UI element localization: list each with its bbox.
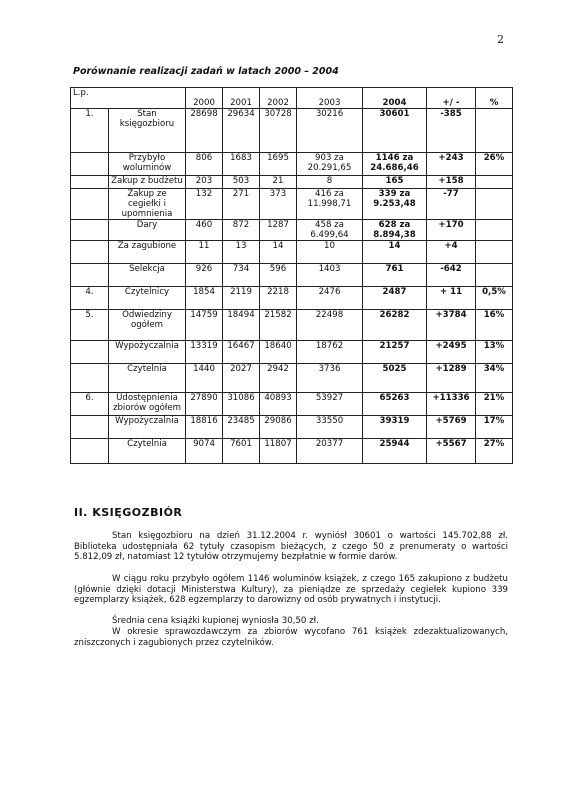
table-header-row — [71, 88, 513, 109]
table-cell: 13% — [476, 341, 513, 364]
table-cell: 2027 — [223, 364, 260, 393]
section-title: II. KSIĘGOZBIÓR — [74, 506, 183, 519]
table-cell: Odwiedziny ogółem — [109, 310, 186, 341]
table-cell: 1287 — [260, 220, 297, 241]
table-cell: 34% — [476, 364, 513, 393]
table-cell: 203 — [186, 176, 223, 189]
table-cell: Selekcja — [109, 264, 186, 287]
table-cell — [71, 241, 109, 264]
table-cell: +1289 — [427, 364, 476, 393]
paragraph-1: Stan księgozbioru na dzień 31.12.2004 r. wyniósł 30601 o wartości 145.702,88 zł. Biblioteka udostępniała 62 tytuły czasopism bieżących, z czego 50 z prenumeraty o wartości 5.812,09 zł, natomiast 12 tytułów otrzymujemy bezpłatnie w formie darów. — [74, 531, 508, 563]
table-cell: Za zagubione — [109, 241, 186, 264]
table-cell: 2218 — [260, 287, 297, 310]
table-cell: 18494 — [223, 310, 260, 341]
table-cell: 416 za 11.998,71 — [297, 189, 363, 220]
table-cell: 26282 — [363, 310, 427, 341]
table-cell: 29634 — [223, 109, 260, 153]
table-cell: 6. — [71, 393, 109, 416]
table-cell: +3784 — [427, 310, 476, 341]
table-cell: 8 — [297, 176, 363, 189]
table-cell — [71, 176, 109, 189]
table-cell: -642 — [427, 264, 476, 287]
table-cell: 29086 — [260, 416, 297, 439]
table-cell: 903 za 20.291,65 — [297, 153, 363, 176]
table-row — [71, 109, 513, 153]
table-cell: 1440 — [186, 364, 223, 393]
table-cell: 18816 — [186, 416, 223, 439]
table-row — [71, 416, 513, 439]
table-cell: 1. — [71, 109, 109, 153]
table-cell: 373 — [260, 189, 297, 220]
table-row — [71, 364, 513, 393]
table-cell: 271 — [223, 189, 260, 220]
table-cell: Wypożyczalnia — [109, 416, 186, 439]
table-cell: 1695 — [260, 153, 297, 176]
table-row — [71, 241, 513, 264]
table-cell: 339 za 9.253,48 — [363, 189, 427, 220]
table-cell — [71, 416, 109, 439]
table-cell — [71, 364, 109, 393]
table-cell: Czytelnia — [109, 439, 186, 464]
table-cell: 5025 — [363, 364, 427, 393]
table-cell: 21 — [260, 176, 297, 189]
table-cell: 460 — [186, 220, 223, 241]
table-cell: 30601 — [363, 109, 427, 153]
table-row — [71, 189, 513, 220]
table-row — [71, 439, 513, 464]
table-cell: 14759 — [186, 310, 223, 341]
table-title: Porównanie realizacji zadań w latach 2000 – 2004 — [73, 66, 339, 77]
table-cell — [476, 189, 513, 220]
table-cell: 3736 — [297, 364, 363, 393]
table-cell: 734 — [223, 264, 260, 287]
table-cell: 4. — [71, 287, 109, 310]
table-cell: +158 — [427, 176, 476, 189]
table-cell: 22498 — [297, 310, 363, 341]
table-cell — [71, 153, 109, 176]
table-cell: +5769 — [427, 416, 476, 439]
table-cell — [476, 241, 513, 264]
table-header-cell: 2002 — [260, 88, 297, 109]
table-cell: 65263 — [363, 393, 427, 416]
table-row — [71, 220, 513, 241]
table-header-cell: 2001 — [223, 88, 260, 109]
table-cell — [71, 220, 109, 241]
comparison-table — [70, 87, 513, 464]
table-cell: 1683 — [223, 153, 260, 176]
table-cell: 872 — [223, 220, 260, 241]
table-cell: 926 — [186, 264, 223, 287]
table-header-cell: 2000 — [186, 88, 223, 109]
table-cell: Wypożyczalnia — [109, 341, 186, 364]
table-cell — [71, 189, 109, 220]
table-cell: +2495 — [427, 341, 476, 364]
table-cell: 21582 — [260, 310, 297, 341]
table-cell: 27% — [476, 439, 513, 464]
table-cell: 28698 — [186, 109, 223, 153]
table-cell: +243 — [427, 153, 476, 176]
table-cell: 458 za 6.499,64 — [297, 220, 363, 241]
table-cell: +11336 — [427, 393, 476, 416]
table-cell: Stan księgozbioru — [109, 109, 186, 153]
table-cell: 26% — [476, 153, 513, 176]
table-cell: 10 — [297, 241, 363, 264]
table-cell: Czytelnia — [109, 364, 186, 393]
table-cell: Przybyło woluminów — [109, 153, 186, 176]
table-cell: 596 — [260, 264, 297, 287]
table-cell: + 11 — [427, 287, 476, 310]
table-row — [71, 287, 513, 310]
table-cell: 30216 — [297, 109, 363, 153]
paragraph-3: Średnia cena książki kupionej wyniosła 30,50 zł. — [112, 616, 319, 626]
table-cell: 5. — [71, 310, 109, 341]
table-cell: 13319 — [186, 341, 223, 364]
table-cell — [71, 439, 109, 464]
paragraph-4: W okresie sprawozdawczym za zbiorów wycofano 761 książek zdezaktualizowanych, zniszczonych i zagubionych przez czytelników. — [74, 627, 508, 648]
table-cell: 25944 — [363, 439, 427, 464]
table-cell: 31086 — [223, 393, 260, 416]
table-cell: 40893 — [260, 393, 297, 416]
table-cell — [476, 220, 513, 241]
table-cell: 628 za 8.894,38 — [363, 220, 427, 241]
table-cell — [476, 109, 513, 153]
table-cell: 1854 — [186, 287, 223, 310]
table-cell: 165 — [363, 176, 427, 189]
table-cell: 39319 — [363, 416, 427, 439]
table-cell: 2119 — [223, 287, 260, 310]
paragraph-2: W ciągu roku przybyło ogółem 1146 woluminów książek, z czego 165 zakupiono z budżetu (głównie dzięki dotacji Ministerstwa Kultury), za pieniądze ze sprzedaży cegiełek kupiono 339 egzemplarzy książek, 628 egzemplarzy to darowizny od osób prywatnych i instytucji. — [74, 574, 508, 606]
table-cell: 21257 — [363, 341, 427, 364]
table-cell: 53927 — [297, 393, 363, 416]
table-cell: 16467 — [223, 341, 260, 364]
table-cell: +4 — [427, 241, 476, 264]
table-cell: 0,5% — [476, 287, 513, 310]
table-cell: +170 — [427, 220, 476, 241]
table-cell: 14 — [260, 241, 297, 264]
table-cell — [71, 264, 109, 287]
table-cell: 16% — [476, 310, 513, 341]
table-cell: 33550 — [297, 416, 363, 439]
table-row — [71, 341, 513, 364]
table-cell: 17% — [476, 416, 513, 439]
table-cell: 27890 — [186, 393, 223, 416]
table-cell: 1146 za 24.686,46 — [363, 153, 427, 176]
table-cell: 21% — [476, 393, 513, 416]
table-row — [71, 264, 513, 287]
table-row — [71, 153, 513, 176]
table-header-cell: % — [476, 88, 513, 109]
table-header-cell: L.p. — [71, 88, 186, 109]
table-header-cell: 2004 — [363, 88, 427, 109]
table-cell: Udostępnienia zbiorów ogółem — [109, 393, 186, 416]
table-cell — [71, 341, 109, 364]
table-header-cell: +/ - — [427, 88, 476, 109]
table-cell: 20377 — [297, 439, 363, 464]
table-cell: 2476 — [297, 287, 363, 310]
table-cell: Dary — [109, 220, 186, 241]
table-cell: 503 — [223, 176, 260, 189]
table-cell: 1403 — [297, 264, 363, 287]
table-cell: 11807 — [260, 439, 297, 464]
table-cell: 2942 — [260, 364, 297, 393]
table-row — [71, 310, 513, 341]
table-cell: 761 — [363, 264, 427, 287]
table-body — [71, 88, 513, 464]
table-cell: 30728 — [260, 109, 297, 153]
table-cell — [476, 264, 513, 287]
table-cell — [476, 176, 513, 189]
table-cell: 2487 — [363, 287, 427, 310]
table-cell: 132 — [186, 189, 223, 220]
table-cell: 7601 — [223, 439, 260, 464]
table-cell: 9074 — [186, 439, 223, 464]
table-cell: +5567 — [427, 439, 476, 464]
table-cell: 11 — [186, 241, 223, 264]
table-cell: Czytelnicy — [109, 287, 186, 310]
table-cell: 23485 — [223, 416, 260, 439]
table-cell: 14 — [363, 241, 427, 264]
table-cell: -77 — [427, 189, 476, 220]
table-row — [71, 176, 513, 189]
table-cell: 806 — [186, 153, 223, 176]
table-cell: -385 — [427, 109, 476, 153]
table-header-cell: 2003 — [297, 88, 363, 109]
page-number: 2 — [497, 33, 504, 46]
table-cell: 13 — [223, 241, 260, 264]
table-cell: 18762 — [297, 341, 363, 364]
table-cell: Zakup z budżetu — [109, 176, 186, 189]
table-cell: Zakup ze cegiełki i upomnienia — [109, 189, 186, 220]
table-cell: 18640 — [260, 341, 297, 364]
table-row — [71, 393, 513, 416]
